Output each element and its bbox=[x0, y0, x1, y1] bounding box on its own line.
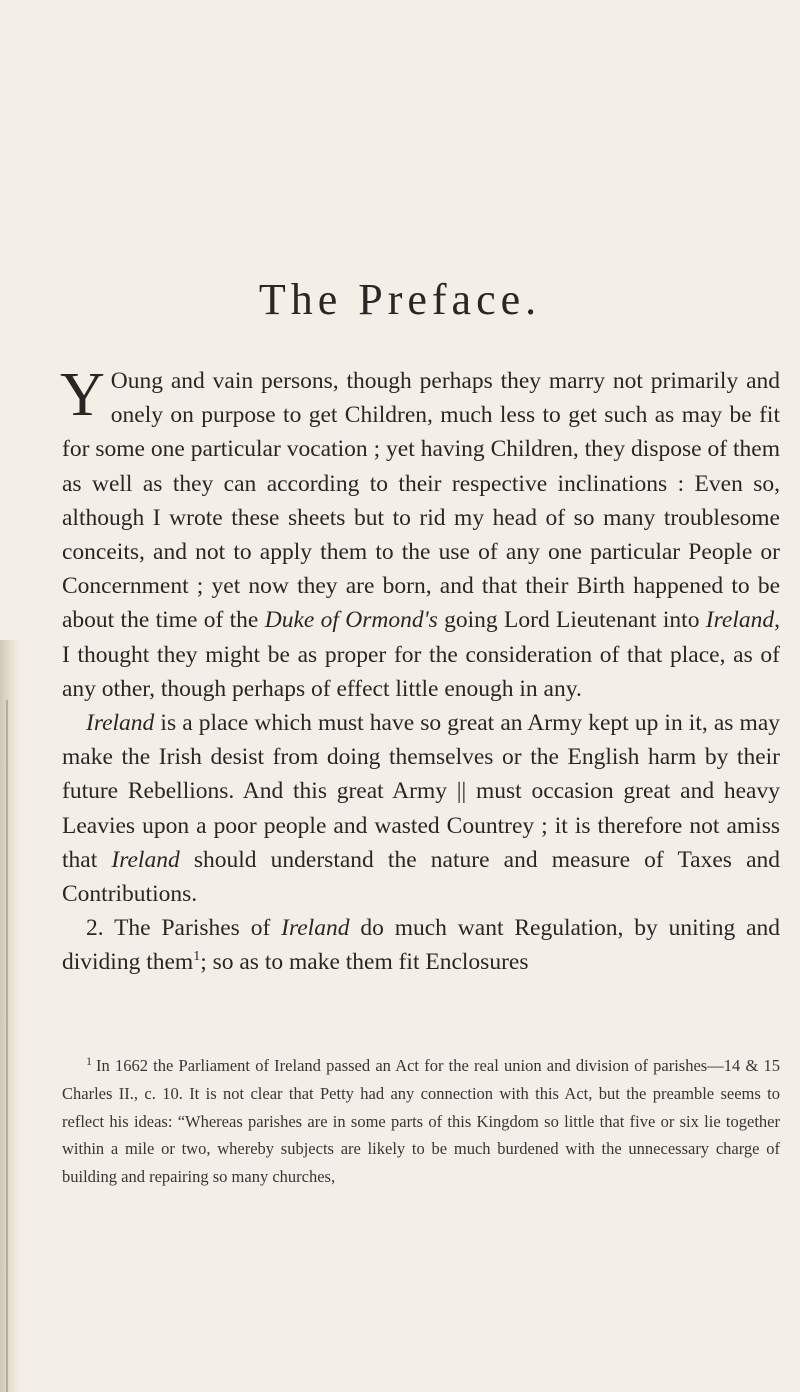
paragraph-2-text-a: is a place which must have so great an Army kept up in it, as may make the Irish desist from doing themselves or the English harm by their future Rebellions. And this great Army || must occasion great and heavy Leavies upon a poor people and wasted Countrey ; it is therefore not amiss that bbox=[62, 710, 780, 873]
footnote-text-block bbox=[62, 1052, 780, 1191]
page-title: The Preface. bbox=[258, 275, 542, 324]
paragraph-3-text-c: ; so as to make them fit Enclosures bbox=[200, 949, 529, 976]
page-gutter-edge bbox=[6, 700, 8, 1392]
drop-cap: Y bbox=[60, 361, 105, 429]
paragraph-3 bbox=[62, 911, 780, 979]
paragraph-3-text-b: do much want Regulation, by uniting and dividing them bbox=[62, 915, 781, 976]
footnote-mark: 1 bbox=[86, 1053, 92, 1068]
paragraph-1-text-c: , I thought they might be as proper for the consideration of that place, as of any other, though perhaps of effect little enough in any. bbox=[62, 607, 780, 702]
paragraph-2-italic-ireland-b: Ireland bbox=[111, 846, 180, 873]
footnote-reference[interactable]: 1 bbox=[193, 949, 201, 965]
page-gutter-shadow bbox=[0, 640, 20, 1392]
paragraph-2-italic-ireland-a: Ireland bbox=[86, 710, 155, 737]
paragraph-2-text-b: should understand the nature and measure of Taxes and Contributions. bbox=[62, 846, 780, 908]
paragraph-2 bbox=[62, 706, 780, 911]
preface-body bbox=[60, 361, 781, 980]
paragraph-1-italic-ireland: Ireland bbox=[705, 607, 775, 634]
paragraph-1-italic-duke: Duke of Ormond's bbox=[264, 607, 438, 634]
paragraph-3-italic-ireland: Ireland bbox=[281, 915, 350, 942]
paragraph-1-text-a: Oung and vain persons, though perhaps they marry not primarily and onely on purpose to get Children, much less to get such as may be fit for some one particular vocation ; yet having Children, they dispose of them as well as they can according to their respective inclinations : Even so, although I wrote these sheets but to rid my head of so many troublesome conceits, and not to apply them to the use of any one particular People or Concernment ; yet now they are born, and that their Birth happened to be about the time of the bbox=[62, 368, 780, 634]
footnote-text: In 1662 the Parliament of Ireland passed an Act for the real union and division of parishes—14 & 15 Charles II., c. 10. It is not clear that Petty had any connection with this Act, but the preamble seems to reflect his ideas: “Whereas parishes are in some parts of this Kingdom so little that five or six lie together within a mile or two, whereby subjects are likely to be much burdened with the unnecessary charge of building and repairing so many churches, bbox=[62, 1056, 780, 1187]
paragraph-1 bbox=[60, 361, 780, 706]
paragraph-3-text-a: 2. The Parishes of bbox=[86, 915, 282, 942]
footnote bbox=[62, 1052, 780, 1191]
paragraph-1-text-b: going Lord Lieutenant into bbox=[437, 607, 706, 634]
